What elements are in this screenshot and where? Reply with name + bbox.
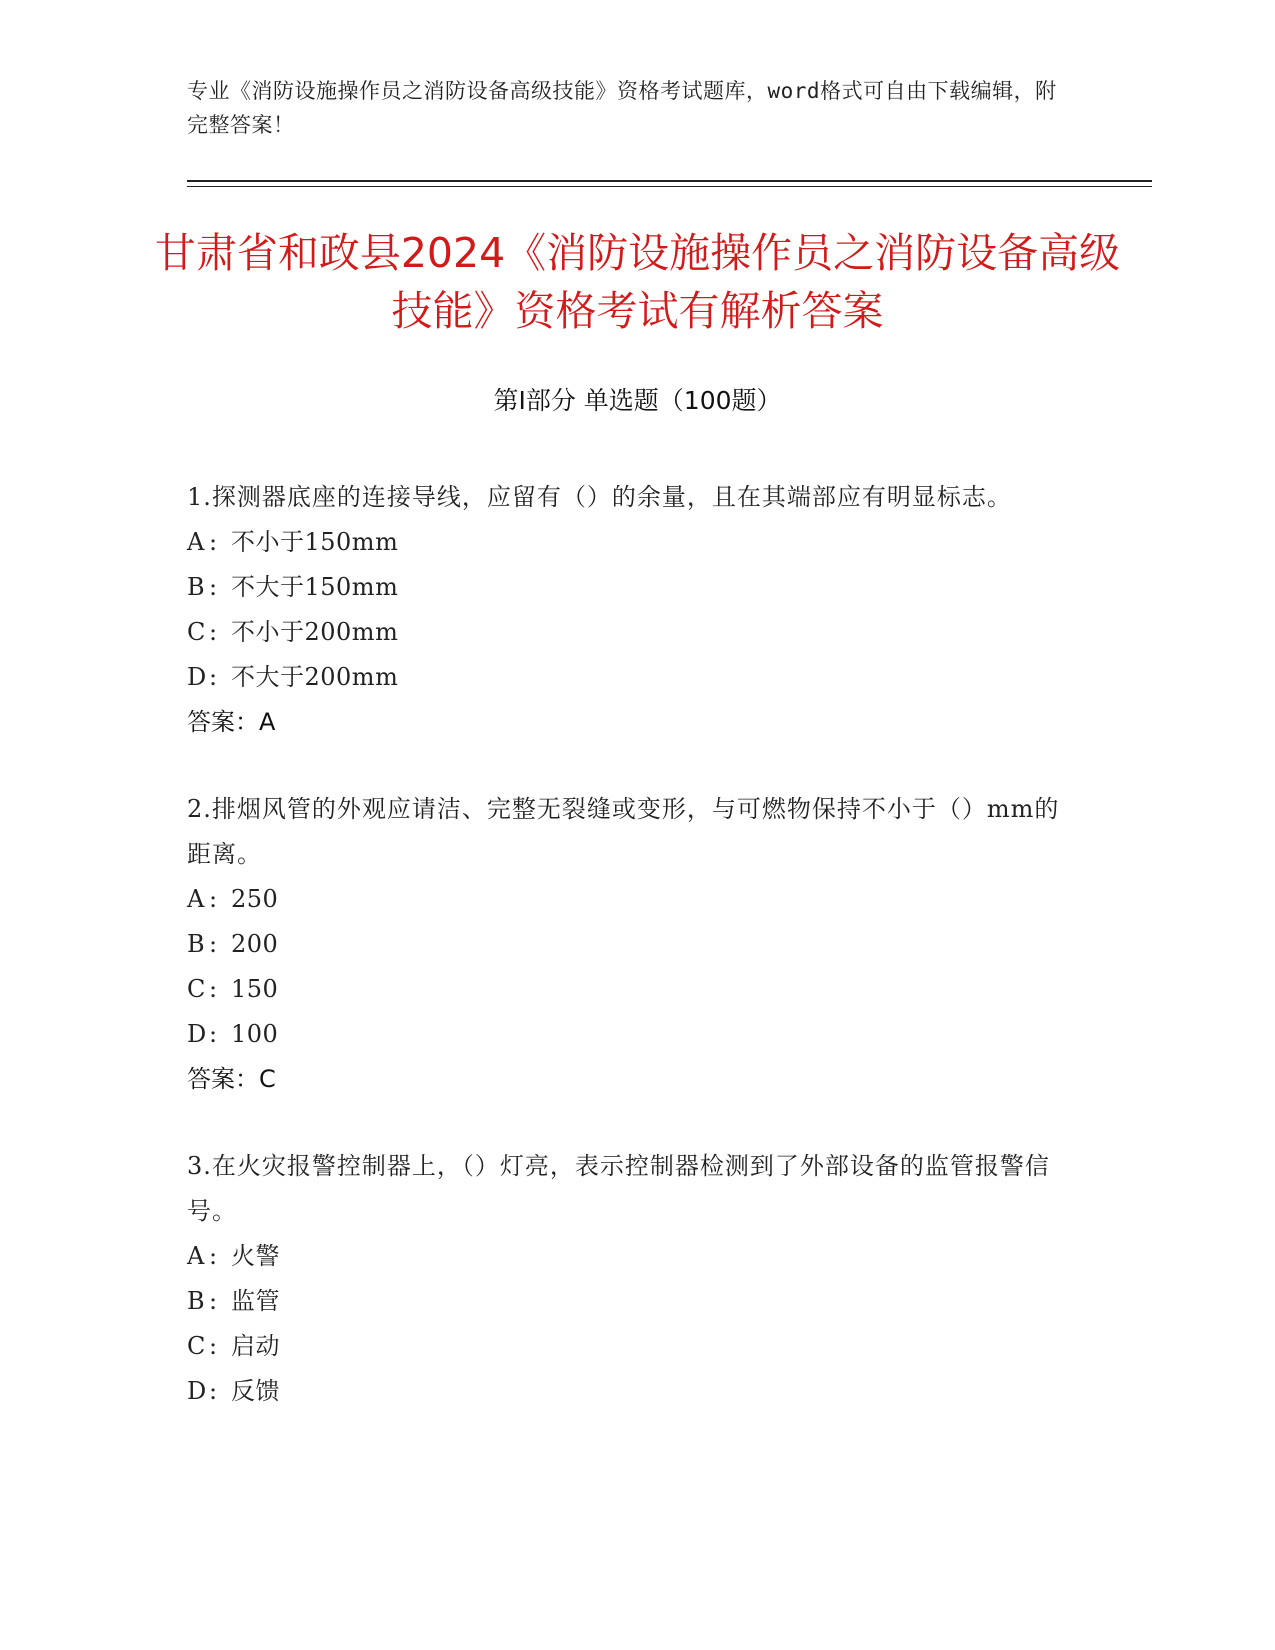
option-letter: C [187,975,206,1003]
option-separator: : [209,1020,218,1048]
option-text: 反馈 [231,1377,280,1405]
header-divider-thin [187,186,1152,187]
option-separator: : [209,1377,218,1405]
option-d [187,655,1067,700]
option-c [187,967,1067,1012]
option-letter: A [187,528,205,556]
option-text: 150 [231,975,279,1003]
option-d [187,1369,1067,1414]
option-separator: : [209,573,218,601]
option-letter: D [187,1377,207,1405]
option-separator: : [209,528,218,556]
option-text: 启动 [231,1332,280,1360]
option-letter: D [187,1020,207,1048]
option-letter: B [187,1287,206,1315]
option-letter: C [187,1332,206,1360]
option-letter: A [187,885,205,913]
option-text: 不小于200mm [231,618,399,646]
answer-line: 答案：C [187,1065,276,1093]
option-text: 监管 [231,1287,280,1315]
option-text: 不大于200mm [231,663,399,691]
option-a [187,877,1067,922]
document-title: 甘肃省和政县2024《消防设施操作员之消防设备高级技能》资格考试有解析答案 [154,229,1121,335]
option-separator: : [209,885,218,913]
section-title: 第Ⅰ部分 单选题（100题） [493,386,782,415]
option-separator: : [209,975,218,1003]
option-c [187,1324,1067,1369]
option-b [187,1279,1067,1324]
option-text: 250 [231,885,279,913]
option-d [187,1012,1067,1057]
question-stem: 1.探测器底座的连接导线，应留有（）的余量，且在其端部应有明显标志。 [187,483,1012,511]
option-text: 火警 [231,1242,280,1270]
option-b [187,922,1067,967]
question-1 [187,475,1067,745]
header-note: 专业《消防设施操作员之消防设备高级技能》资格考试题库，word格式可自由下载编辑，附完整答案！ [187,79,1057,137]
header-divider-thick [187,180,1152,182]
option-letter: C [187,618,206,646]
option-separator: : [209,663,218,691]
option-separator: : [209,1242,218,1270]
question-list [187,475,1067,1456]
option-text: 不大于150mm [231,573,399,601]
option-letter: D [187,663,207,691]
option-a [187,520,1067,565]
option-text: 200 [231,930,279,958]
option-a [187,1234,1067,1279]
option-b [187,565,1067,610]
answer-line: 答案：A [187,708,276,736]
option-letter: A [187,1242,205,1270]
question-stem: 2.排烟风管的外观应请洁、完整无裂缝或变形，与可燃物保持不小于（）mm的距离。 [187,795,1060,868]
option-text: 不小于150mm [231,528,399,556]
option-text: 100 [231,1020,279,1048]
option-c [187,610,1067,655]
option-separator: : [209,1287,218,1315]
option-letter: B [187,930,206,958]
option-separator: : [209,930,218,958]
option-letter: B [187,573,206,601]
question-2 [187,787,1067,1102]
option-separator: : [209,618,218,646]
question-3 [187,1144,1067,1414]
option-separator: : [209,1332,218,1360]
question-stem: 3.在火灾报警控制器上，（）灯亮，表示控制器检测到了外部设备的监管报警信号。 [187,1152,1050,1225]
